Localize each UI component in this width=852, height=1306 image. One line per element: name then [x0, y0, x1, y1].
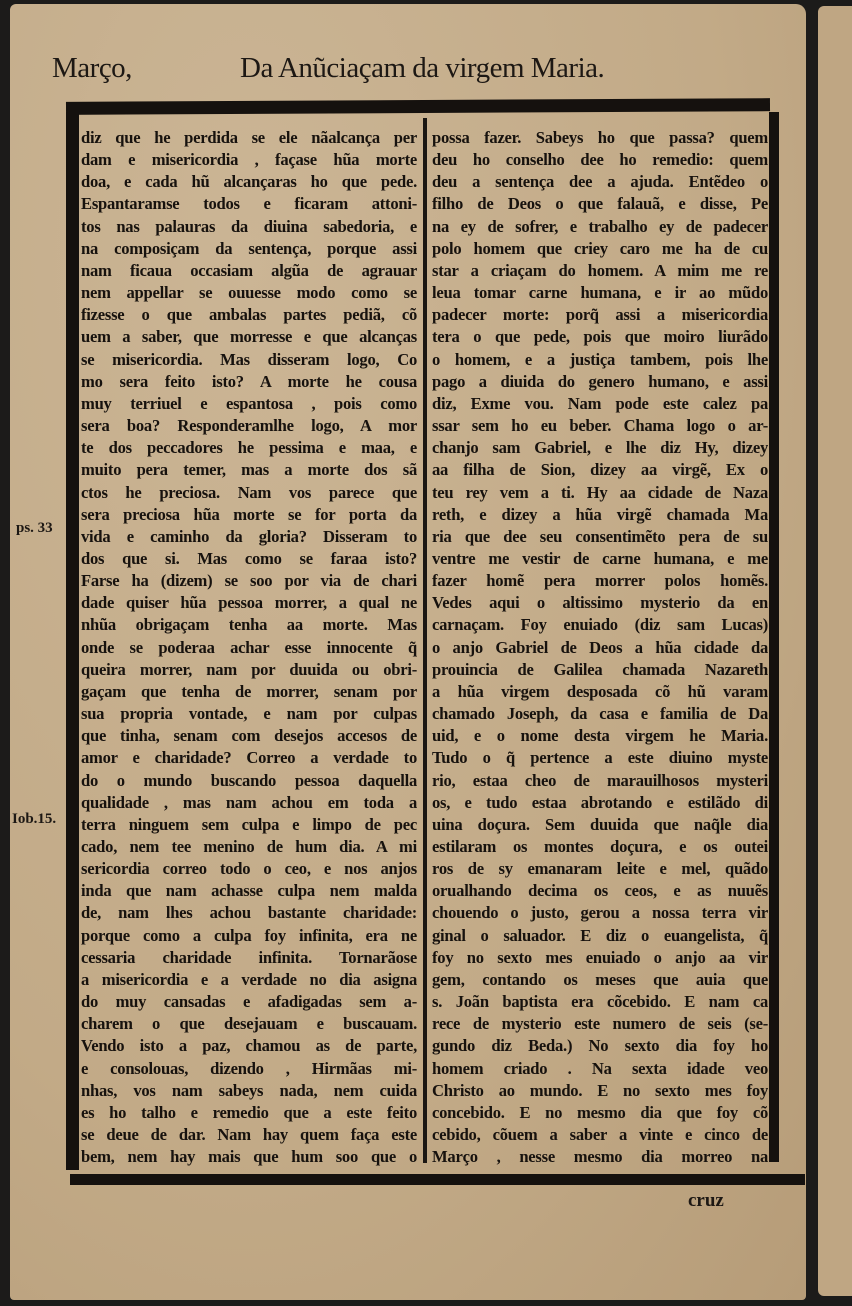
text-line: doa, e cada hũ alcançaras ho que pede.: [81, 172, 417, 192]
catchword: cruz: [688, 1190, 724, 1211]
text-line: chouendo o justo, gerou a nossa terra vir: [432, 903, 768, 923]
text-line: te dos peccadores he pessima e maa, e: [81, 438, 417, 458]
text-line: chamado Joseph, da casa e familia de Da: [432, 704, 768, 724]
text-line: Tudo o q̃ pertence a este diuino myste: [432, 748, 768, 768]
text-line: orualhando decima os ceos, e as nuuẽs: [432, 881, 768, 901]
text-line: Farse ha (dizem) se soo por via de chari: [81, 571, 417, 591]
text-line: nem appellar se ouuesse modo como se: [81, 283, 417, 303]
column-divider: [423, 118, 427, 1163]
text-line: ria que dee seu consentimẽto pera de su: [432, 526, 768, 546]
running-head-month: Março,: [52, 52, 132, 84]
text-line: es ho talho e remedio que a este feito: [81, 1102, 417, 1122]
text-line: ctos he preciosa. Nam vos parece que: [81, 482, 417, 502]
text-line: polo homem que criey caro me ha de cu: [432, 238, 768, 258]
text-line: diz, Exme vou. Nam pode este calez pa: [432, 393, 768, 413]
text-line: do o mundo buscando pessoa daquella: [81, 770, 417, 790]
text-line: fizesse o que ambalas partes pediã, cõ: [81, 305, 417, 325]
text-line: rio, estaa cheo de marauilhosos mysteri: [432, 770, 768, 790]
text-line: pago a diuida do genero humano, e assi: [432, 371, 768, 391]
text-line: se misericordia. Mas disseram logo, Co: [81, 349, 417, 369]
text-line: que tinha, senam com desejos accesos de: [81, 726, 417, 746]
text-line: concebido. E no mesmo dia que foy cõ: [432, 1102, 768, 1122]
left-text-column: [81, 127, 417, 1168]
text-line: Março , nesse mesmo dia morreo na: [432, 1147, 768, 1167]
text-line: estilaram os montes doçura, e os outei: [432, 837, 768, 856]
text-line: e consolouas, dizendo , Hirmãas mi-: [81, 1058, 417, 1078]
text-line: sera preciosa hũa morte se for porta da: [81, 504, 417, 524]
text-line: reth, e dizey a hũa virgẽ chamada Ma: [432, 504, 768, 524]
text-line: sua propria vontade, e nam por culpas: [81, 704, 417, 724]
text-line: uid, e o nome desta virgem he Maria.: [432, 726, 768, 746]
margin-note-psalm: ps. 33: [16, 520, 53, 536]
text-line: dam e misericordia , façase hũa morte: [81, 150, 417, 170]
text-line: prouincia de Galilea chamada Nazareth: [432, 659, 768, 679]
text-line: de, nam lhes achou bastante charidade:: [81, 903, 417, 923]
text-line: uem a saber, que morresse e que alcanças: [81, 327, 417, 347]
text-line: rece de mysterio este numero de seis (se-: [432, 1014, 768, 1034]
bottom-rule: [70, 1174, 805, 1185]
text-line: gaçam que tenha de morrer, senam por: [81, 681, 417, 701]
text-line: carnaçam. Foy enuiado (diz sam Lucas): [432, 615, 768, 635]
text-line: leua tomar carne humana, e ir ao mũdo: [432, 283, 768, 303]
text-line: queira morrer, nam por duuida ou obri-: [81, 659, 417, 679]
text-line: uina doçura. Sem duuida que naq̃le dia: [432, 814, 768, 834]
text-line: vida e caminho da gloria? Disseram to: [81, 526, 417, 546]
text-line: o anjo Gabriel de Deos a hũa cidade da: [432, 637, 768, 657]
text-line: nhũa obrigaçam tenha aa morte. Mas: [81, 615, 417, 635]
text-line: chanjo sam Gabriel, e lhe diz Hy, dizey: [432, 438, 768, 458]
margin-note-job: Iob.15.: [12, 811, 57, 827]
text-line: onde se poderaa achar esse innocente q̃: [81, 637, 417, 657]
text-line: deu a sentença dee a ajuda. Entẽdeo o: [432, 172, 768, 192]
text-line: gundo diz Beda.) No sexto dia foy ho: [432, 1036, 768, 1056]
text-line: homem criado . Na sexta idade veo: [432, 1058, 768, 1078]
text-line: s. Joãn baptista era cõcebido. E nam ca: [432, 992, 768, 1012]
text-line: dade quiser hũa pessoa morrer, a qual ne: [81, 593, 417, 613]
text-line: cessaria charidade infinita. Tornarãose: [81, 947, 417, 967]
adjacent-page-edge: [818, 6, 852, 1296]
text-line: Vedes aqui o altissimo mysterio da en: [432, 593, 768, 613]
text-line: foy no sexto mes enuiado o anjo aa vir: [432, 947, 768, 967]
text-line: gem, contando os meses que auia que: [432, 969, 768, 989]
text-line: charem o que desejauam e buscauam.: [81, 1014, 417, 1034]
text-line: ventre me vestir de carne humana, e me: [432, 548, 768, 568]
text-line: ros de sy emanaram leite e mel, quãdo: [432, 859, 768, 879]
text-line: do muy cansadas e afadigadas sem a-: [81, 992, 417, 1012]
text-line: Vendo isto a paz, chamou as de parte,: [81, 1036, 417, 1056]
text-line: cado, nem tee menino de hum dia. A mi: [81, 837, 417, 856]
text-line: tera o que pede, pois que moiro liurãdo: [432, 327, 768, 347]
right-border-rule: [769, 112, 779, 1162]
text-line: amor e charidade? Correo a verdade to: [81, 748, 417, 768]
text-line: tos nas palauras da diuina sabedoria, e: [81, 216, 417, 236]
text-line: sericordia correo todo o ceo, e nos anjos: [81, 859, 417, 879]
left-border-rule: [66, 112, 79, 1170]
text-line: ssar sem ho eu beber. Chama logo o ar-: [432, 416, 768, 436]
text-line: na ey de sofrer, e trabalho ey de padecer: [432, 216, 768, 236]
text-line: bem, nem hay mais que hum soo que o: [81, 1147, 417, 1167]
text-line: ginal o saluador. E diz o euangelista, q̃: [432, 925, 768, 945]
text-line: nam ficaua occasiam algũa de agrauar: [81, 260, 417, 280]
text-line: inda que nam achasse culpa nem malda: [81, 881, 417, 901]
text-line: diz que he perdida se ele nãalcança per: [81, 128, 417, 147]
text-line: a hũa virgem desposada cõ hũ varam: [432, 681, 768, 701]
text-line: Christo ao mundo. E no sexto mes foy: [432, 1080, 768, 1100]
text-line: muito pera temer, mas a morte dos sã: [81, 460, 417, 480]
text-line: Espantaramse todos e ficaram attoni-: [81, 194, 417, 214]
text-line: sera boa? Responderamlhe logo, A mor: [81, 416, 417, 436]
text-line: terra ninguem sem culpa e limpo de pec: [81, 814, 417, 834]
text-line: porque como a culpa foy infinita, era ne: [81, 925, 417, 945]
text-line: teu rey vem a ti. Hy aa cidade de Naza: [432, 482, 768, 502]
text-line: deu ho conselho dee ho remedio: quem: [432, 150, 768, 170]
right-text-column: [432, 127, 768, 1168]
text-line: filho de Deos o que falauã, e disse, Pe: [432, 194, 768, 214]
text-line: se deue de dar. Nam hay quem faça este: [81, 1125, 417, 1145]
text-line: a misericordia e a verdade no dia asigna: [81, 969, 417, 989]
text-line: cebido, cõuem a saber a vinte e cinco de: [432, 1125, 768, 1145]
text-line: dos que si. Mas como se faraa isto?: [81, 548, 417, 568]
running-head-title: Da Anũciaçam da virgem Maria.: [240, 52, 605, 84]
text-line: star a criaçam do homem. A mim me re: [432, 260, 768, 280]
text-line: fazer homẽ pera morrer polos homẽs.: [432, 571, 768, 591]
text-line: qualidade , mas nam achou em toda a: [81, 792, 417, 812]
text-line: muy terriuel e espantosa , pois como: [81, 393, 417, 413]
text-line: os, e tudo estaa abrotando e estilãdo di: [432, 792, 768, 812]
text-line: padecer morte: porq̃ assi a misericordia: [432, 305, 768, 325]
text-line: o homem, e a justiça tambem, pois lhe: [432, 349, 768, 369]
text-line: possa fazer. Sabeys ho que passa? quem: [432, 128, 768, 147]
text-line: na composiçam da sentença, porque assi: [81, 238, 417, 258]
text-line: aa filha de Sion, dizey aa virgẽ, Ex o: [432, 460, 768, 480]
text-line: mo sera feito isto? A morte he cousa: [81, 371, 417, 391]
text-line: nhas, vos nam sabeys nada, nem cuida: [81, 1080, 417, 1100]
